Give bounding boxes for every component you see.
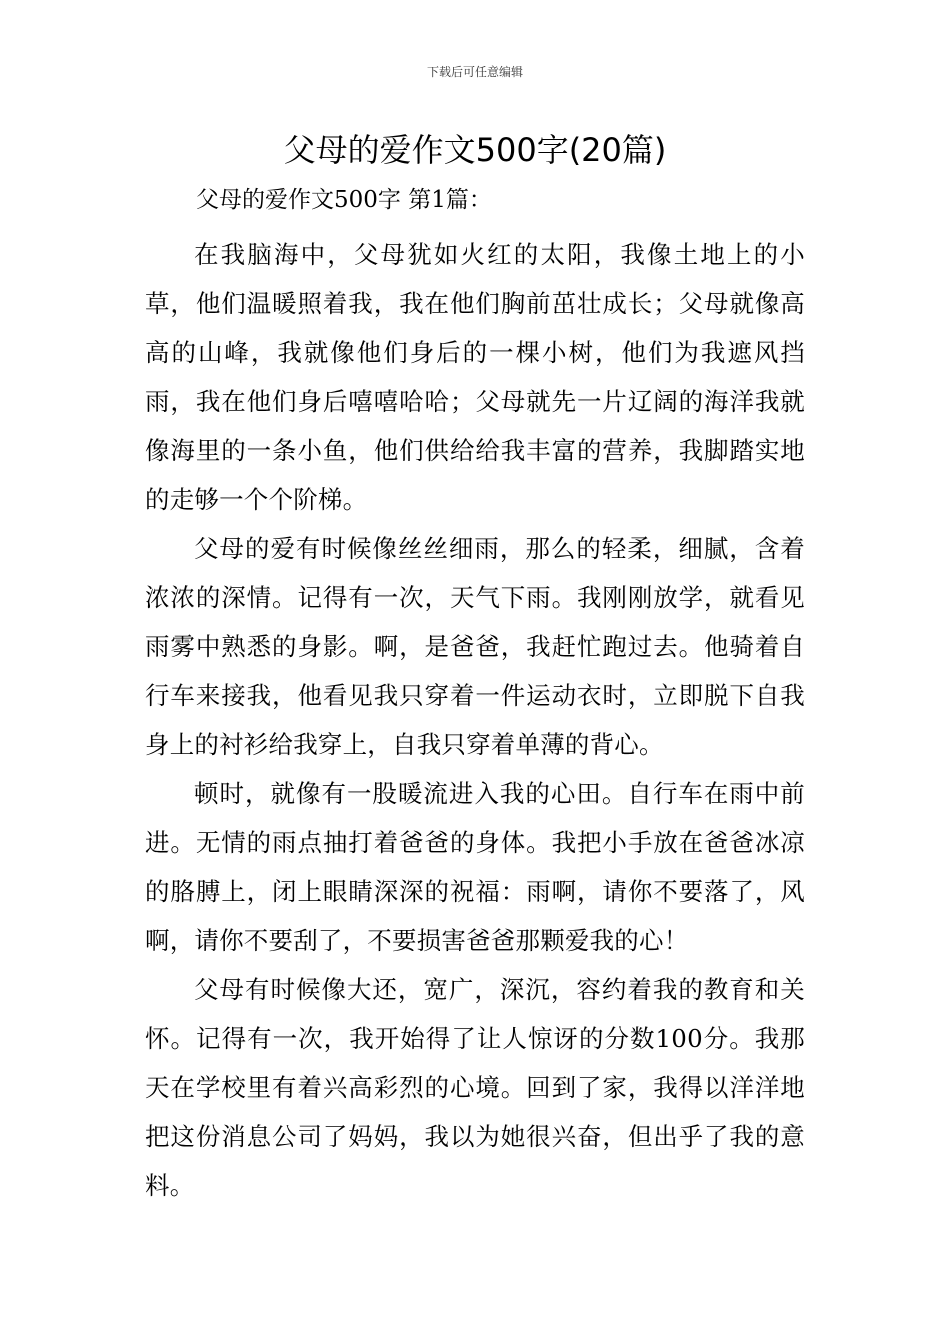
paragraph-2: 父母的爱有时候像丝丝细雨，那么的轻柔，细腻，含着浓浓的深情。记得有一次，天气下雨。我刚刚放学，就看见雨雾中熟悉的身影。啊，是爸爸，我赶忙跑过去。他骑着自行车来接我，他看见我只穿着一件运动衣时，立即脱下自我身上的衬衫给我穿上，自我只穿着单薄的背心。 (145, 534, 805, 759)
section-heading: 父母的爱作文500字 第1篇： (196, 187, 492, 213)
paragraph-4: 父母有时候像大还，宽广，深沉，容约着我的教育和关怀。记得有一次，我开始得了让人惊讶的分数100分。我那天在学校里有着兴高彩烈的心境。回到了家，我得以洋洋地把这份消息公司了妈妈，我以为她很兴奋，但出乎了我的意料。 (145, 975, 805, 1200)
document-body (145, 230, 805, 1210)
paragraph-1: 在我脑海中，父母犹如火红的太阳，我像土地上的小草，他们温暖照着我，我在他们胸前茁壮成长；父母就像高高的山峰，我就像他们身后的一棵小树，他们为我遮风挡雨，我在他们身后嘻嘻哈哈；父母就先一片辽阔的海洋我就像海里的一条小鱼，他们供给给我丰富的营养，我脚踏实地的走够一个个阶梯。 (145, 240, 805, 514)
header-note: 下载后可任意编辑 (426, 65, 523, 79)
document-title: 父母的爱作文500字(20篇) (283, 131, 667, 169)
paragraph-3: 顿时，就像有一股暖流进入我的心田。自行车在雨中前进。无情的雨点抽打着爸爸的身体。我把小手放在爸爸冰凉的胳膊上，闭上眼睛深深的祝福：雨啊，请你不要落了，风啊，请你不要刮了，不要损害爸爸那颗爱我的心！ (145, 779, 805, 955)
